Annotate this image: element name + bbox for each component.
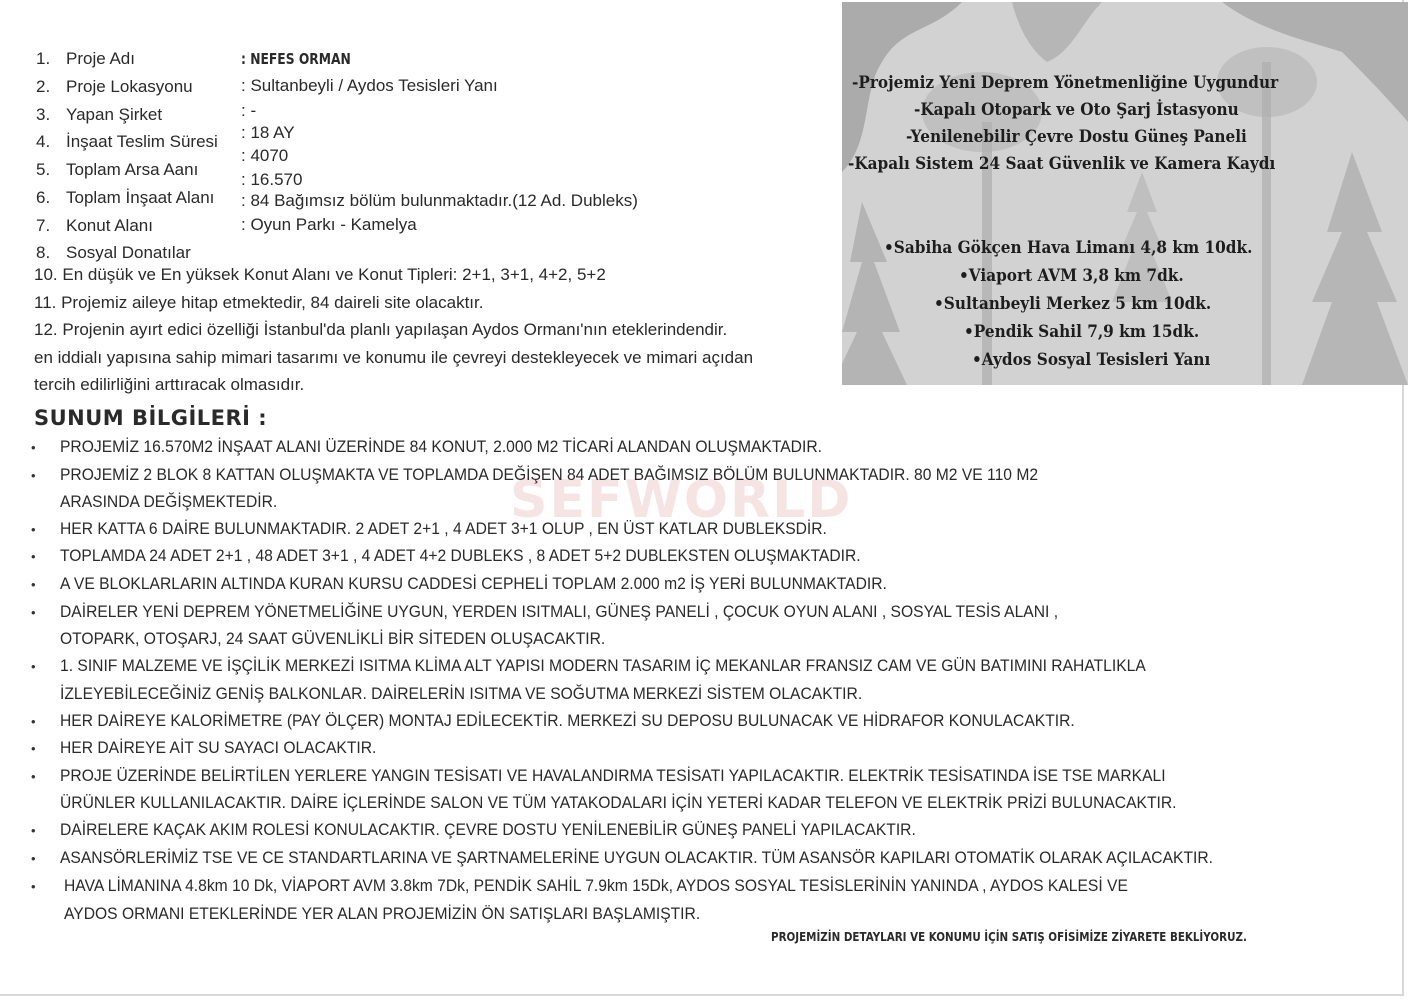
project-info-row: [36, 76, 193, 98]
info-value: : 84 Bağımsız bölüm bulunmaktadır.(12 Ad. Dubleks): [241, 191, 638, 210]
info-label: İnşaat Teslim Süresi: [66, 132, 218, 151]
project-info-row: [36, 48, 135, 70]
bullet-icon: •: [31, 879, 36, 894]
project-info-row: [36, 104, 163, 126]
feature-line: -Projemiz Yeni Deprem Yönetmenliğine Uygundur: [852, 73, 1279, 93]
info-label: Toplam İnşaat Alanı: [66, 188, 215, 207]
info-number: 7.: [36, 216, 51, 235]
info-number: 5.: [36, 160, 51, 179]
project-info-row: [36, 242, 191, 264]
bullet-line: ARASINDA DEĞİŞMEKTEDİR.: [60, 492, 278, 511]
info-value: : NEFES ORMAN: [241, 50, 351, 68]
info-number: 6.: [36, 188, 51, 207]
watermark: SEFWORLD: [510, 470, 853, 530]
bullet-line: HER DAİREYE AİT SU SAYACI OLACAKTIR.: [60, 738, 377, 757]
distance-line: •Pendik Sahil 7,9 km 15dk.: [964, 322, 1200, 342]
extra-line: 11. Projemiz aileye hitap etmektedir, 84 daireli site olacaktır.: [34, 293, 484, 312]
bullet-icon: •: [31, 605, 36, 620]
info-value: : 16.570: [241, 170, 303, 189]
bullet-line: OTOPARK, OTOŞARJ, 24 SAAT GÜVENLİKLİ BİR SİTEDEN OLUŞACAKTIR.: [60, 629, 606, 648]
info-number: 3.: [36, 105, 51, 124]
bullet-icon: •: [31, 851, 36, 866]
distance-line: •Aydos Sosyal Tesisleri Yanı: [972, 350, 1211, 370]
bullet-icon: •: [31, 741, 36, 756]
info-label: Toplam Arsa Aanı: [66, 160, 199, 179]
bullet-line: AYDOS ORMANI ETEKLERİNDE YER ALAN PROJEMİZİN ÖN SATIŞLARI BAŞLAMIŞTIR.: [64, 904, 701, 923]
info-label: Yapan Şirket: [66, 105, 163, 124]
project-info-row: [36, 187, 215, 209]
bullet-line: 1. SINIF MALZEME VE İŞÇİLİK MERKEZİ ISITMA KLİMA ALT YAPISI MODERN TASARIM İÇ MEKANLAR FRANSIZ CAM VE GÜN BATIMINI RAHATLIKLA: [60, 656, 1146, 675]
bullet-line: ASANSÖRLERİMİZ TSE VE CE STANDARTLARINA VE ŞARTNAMELERİNE UYGUN OLACAKTIR. TÜM ASANSÖR KAPILARI OTOMATİK OLARAK AÇILACAKTIR.: [60, 848, 1214, 867]
bullet-line: DAİRELERE KAÇAK AKIM ROLESİ KONULACAKTIR. ÇEVRE DOSTU YENİLENEBİLİR GÜNEŞ PANELİ YAPILACAKTIR.: [60, 820, 916, 839]
bullet-icon: •: [31, 440, 36, 455]
info-label: Sosyal Donatılar: [66, 243, 191, 262]
info-value: : Sultanbeyli / Aydos Tesisleri Yanı: [241, 76, 498, 95]
info-value: : 18 AY: [241, 123, 295, 142]
feature-line: -Kapalı Sistem 24 Saat Güvenlik ve Kamera Kaydı: [848, 154, 1276, 174]
bullet-icon: •: [31, 659, 36, 674]
extra-line: tercih edilirliğini arttıracak olmasıdır.: [34, 375, 305, 394]
project-info-row: [36, 131, 218, 153]
info-value: : 4070: [241, 146, 289, 165]
distance-line: •Sabiha Gökçen Hava Limanı 4,8 km 10dk.: [884, 238, 1253, 258]
extra-line: 10. En düşük ve En yüksek Konut Alanı ve Konut Tipleri: 2+1, 3+1, 4+2, 5+2: [34, 265, 606, 284]
info-number: 8.: [36, 243, 51, 262]
bullet-line: İZLEYEBİLECEĞİNİZ GENİŞ BALKONLAR. DAİRELERİN ISITMA VE SOĞUTMA MERKEZİ SİSTEM OLACAKTIR.: [60, 684, 863, 703]
bullet-line: ÜRÜNLER KULLANILACAKTIR. DAİRE İÇLERİNDE SALON VE TÜM YATAKODALARI İÇİN YETERİ KADAR TELEFON VE ELEKTRİK PRİZİ BULUNACAKTIR.: [60, 793, 1177, 812]
info-label: Konut Alanı: [66, 216, 153, 235]
bullet-icon: •: [31, 549, 36, 564]
info-label: Proje Lokasyonu: [66, 77, 193, 96]
bullet-line: TOPLAMDA 24 ADET 2+1 , 48 ADET 3+1 , 4 ADET 4+2 DUBLEKS , 8 ADET 5+2 DUBLEKSTEN OLUŞMAKTADIR.: [60, 546, 861, 565]
bullet-line: DAİRELER YENİ DEPREM YÖNETMELİĞİNE UYGUN, YERDEN ISITMALI, GÜNEŞ PANELİ , ÇOCUK OYUN ALANI , SOSYAL TESİS ALANI ,: [60, 602, 1059, 621]
bullet-icon: •: [31, 823, 36, 838]
info-value: : -: [241, 101, 257, 120]
features-panel: [842, 2, 1408, 385]
bullet-icon: •: [31, 769, 36, 784]
project-info-row: [36, 159, 199, 181]
bullet-line: A VE BLOKLARLARIN ALTINDA KURAN KURSU CADDESİ CEPHELİ TOPLAM 2.000 m2 İŞ YERİ BULUNMAKTADIR.: [60, 574, 887, 593]
bullet-icon: •: [31, 577, 36, 592]
info-number: 1.: [36, 49, 51, 68]
sunum-title: SUNUM BİLGİLERİ :: [34, 406, 268, 430]
bullet-icon: •: [31, 714, 36, 729]
bullet-icon: •: [31, 468, 36, 483]
bullet-line: PROJEMİZ 16.570M2 İNŞAAT ALANI ÜZERİNDE 84 KONUT, 2.000 M2 TİCARİ ALANDAN OLUŞMAKTADIR.: [60, 437, 822, 456]
bullet-line: HER DAİREYE KALORİMETRE (PAY ÖLÇER) MONTAJ EDİLECEKTİR. MERKEZİ SU DEPOSU BULUNACAK VE HİDRAFOR KONULACAKTIR.: [60, 711, 1075, 730]
info-number: 2.: [36, 77, 51, 96]
bullet-line: HER KATTA 6 DAİRE BULUNMAKTADIR. 2 ADET 2+1 , 4 ADET 3+1 OLUP , EN ÜST KATLAR DUBLEKSDİR.: [60, 519, 827, 538]
feature-line: -Kapalı Otopark ve Oto Şarj İstasyonu: [914, 100, 1239, 120]
info-label: Proje Adı: [66, 49, 135, 68]
extra-line: en iddialı yapısına sahip mimari tasarımı ve konumu ile çevreyi destekleyecek ve mimari açıdan: [34, 348, 754, 367]
distance-line: •Viaport AVM 3,8 km 7dk.: [959, 266, 1184, 286]
footer-note: PROJEMİZİN DETAYLARI VE KONUMU İÇİN SATIŞ OFİSİMİZE ZİYARETE BEKLİYORUZ.: [771, 930, 1247, 944]
project-info-row: [36, 215, 153, 237]
extra-line: 12. Projenin ayırt edici özelliği İstanbul'da planlı yapılaşan Aydos Ormanı'nın eteklerindendir.: [34, 320, 728, 339]
bullet-line: PROJEMİZ 2 BLOK 8 KATTAN OLUŞMAKTA VE TOPLAMDA DEĞİŞEN 84 ADET BAĞIMSIZ BÖLÜM BULUNMAKTADIR. 80 M2 VE 110 M2: [60, 465, 1039, 484]
bullet-line: HAVA LİMANINA 4.8km 10 Dk, VİAPORT AVM 3.8km 7Dk, PENDİK SAHİL 7.9km 15Dk, AYDOS SOSYAL TESİSLERİNİN YANINDA , AYDOS KALESİ VE: [64, 876, 1128, 895]
info-number: 4.: [36, 132, 51, 151]
bullet-line: PROJE ÜZERİNDE BELİRTİLEN YERLERE YANGIN TESİSATI VE HAVALANDIRMA TESİSATI YAPILACAKTIR. ELEKTRİK TESİSATINDA İSE TSE MARKALI: [60, 766, 1166, 785]
feature-line: -Yenilenebilir Çevre Dostu Güneş Paneli: [906, 127, 1247, 147]
distance-line: •Sultanbeyli Merkez 5 km 10dk.: [934, 294, 1212, 314]
info-value: : Oyun Parkı - Kamelya: [241, 215, 417, 234]
bullet-icon: •: [31, 522, 36, 537]
